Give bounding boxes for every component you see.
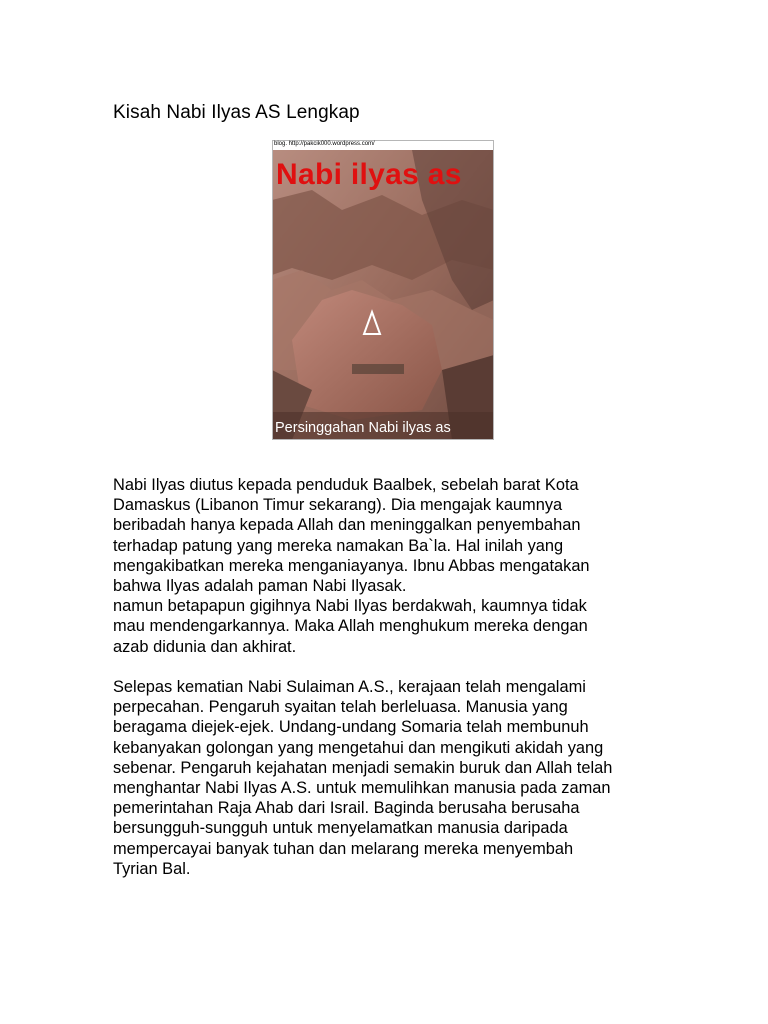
text-line: mengakibatkan mereka menganiayanya. Ibnu Abbas mengatakan [113,556,590,575]
text-line: bahwa Ilyas adalah paman Nabi Ilyasak. [113,577,407,596]
text-line: bersungguh-sungguh untuk menyelamatkan manusia daripada [113,819,568,838]
text-line: beribadah hanya kepada Allah dan meninggalkan penyembahan [113,516,581,535]
text-line: sebenar. Pengaruh kejahatan menjadi semakin buruk dan Allah telah [113,758,613,777]
text-line: Tyrian Bal. [113,859,191,878]
text-line: beragama diejek-ejek. Undang-undang Somaria telah membunuh [113,718,589,737]
text-line: Nabi Ilyas diutus kepada penduduk Baalbek, sebelah barat Kota [113,476,579,494]
text-line: perpecahan. Pengaruh syaitan telah berleluasa. Manusia yang [113,698,568,717]
photo-overlay-caption: Persinggahan Nabi ilyas as [275,420,451,436]
text-line: mempercayai banyak tuhan dan melarang mereka menyembah [113,839,574,858]
text-line: kebanyakan golongan yang mengetahui dan mengikuti akidah yang [113,738,604,757]
page-title: Kisah Nabi Ilyas AS Lengkap [113,102,360,123]
text-line: pemerintahan Raja Ahab dari Israil. Baginda berusaha berusaha [113,799,580,818]
photo-overlay-title: Nabi ilyas as [276,158,462,191]
text-line: namun betapapun gigihnya Nabi Ilyas berdakwah, kaumnya tidak [113,597,587,616]
text-line: terhadap patung yang mereka namakan Ba`la. Hal inilah yang [113,536,564,555]
photo-source-caption: blog. http://pakcik000.wordpress.com/ [274,141,375,147]
text-line: azab didunia dan akhirat. [113,637,297,656]
text-line: mau mendengarkannya. Maka Allah menghukum mereka dengan [113,617,588,636]
text-line: Selepas kematian Nabi Sulaiman A.S., kerajaan telah mengalami [113,678,586,696]
text-line: menghantar Nabi Ilyas A.S. untuk memulihkan manusia pada zaman [113,779,611,798]
text-line: Damaskus (Libanon Timur sekarang). Dia mengajak kaumnya [113,496,563,515]
paragraph-2 [113,677,673,879]
paragraph-1 [113,475,673,657]
article-photo [272,140,494,440]
